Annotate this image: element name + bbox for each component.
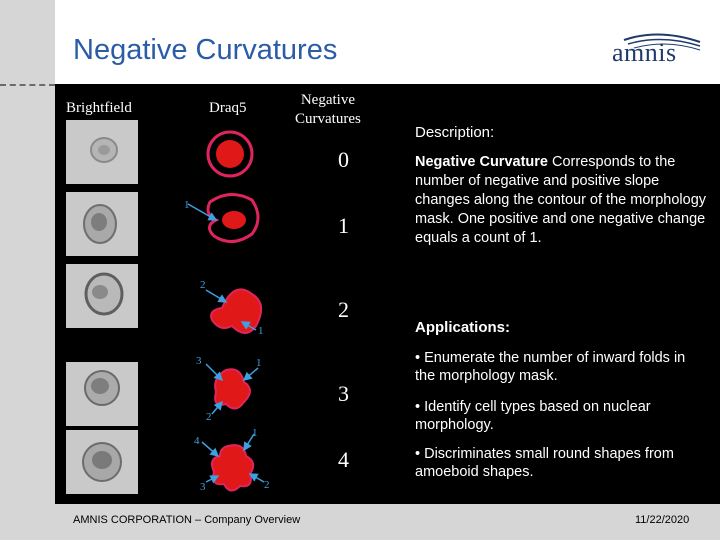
draq5-masks bbox=[160, 130, 390, 500]
brightfield-image-4 bbox=[66, 362, 138, 426]
sidebar-divider-top bbox=[0, 84, 55, 86]
arrow-label-row5-1: 1 bbox=[252, 427, 258, 439]
brightfield-header: Brightfield bbox=[66, 100, 132, 116]
slide-title: Negative Curvatures bbox=[73, 34, 338, 66]
negative-curvatures-header bbox=[295, 91, 361, 129]
arrow-label-row5-3: 3 bbox=[200, 481, 206, 493]
description-bold-lead: Negative Curvature bbox=[415, 154, 548, 170]
mask-row-2 bbox=[184, 194, 258, 241]
arrow-label-row4-1: 1 bbox=[256, 357, 262, 369]
arrow-label-row5-4: 4 bbox=[194, 435, 200, 447]
draq5-header: Draq5 bbox=[209, 100, 247, 116]
arrow-label-row2-1: 1 bbox=[184, 199, 190, 211]
brightfield-image-2 bbox=[66, 192, 138, 256]
brightfield-image-5 bbox=[66, 430, 138, 494]
applications-heading: Applications: bbox=[415, 319, 511, 336]
left-sidebar-bar bbox=[0, 0, 55, 540]
application-item-3: • Discriminates small round shapes from amoeboid shapes. bbox=[415, 446, 674, 480]
arrow-label-row3-1: 1 bbox=[258, 325, 264, 337]
footer-company: AMNIS CORPORATION – Company Overview bbox=[73, 514, 301, 526]
count-row-4: 3 bbox=[338, 381, 349, 406]
mask-row-1 bbox=[208, 132, 252, 176]
description-text: Corresponds to the number of negative and positive slope changes along the contour of the morphology mask. One positive and one negative change equals a count of 1. bbox=[415, 154, 707, 246]
arrow-label-row3-2: 2 bbox=[200, 279, 206, 291]
description-heading: Description: bbox=[415, 124, 495, 141]
count-row-1: 0 bbox=[338, 147, 349, 172]
count-row-3: 2 bbox=[338, 297, 349, 322]
negative-header-line1: Negative bbox=[300, 92, 355, 108]
arrow-label-row4-2: 2 bbox=[206, 411, 212, 423]
mask-row-5 bbox=[194, 427, 270, 493]
arrow-label-row4-3: 3 bbox=[196, 355, 202, 367]
brightfield-image-1 bbox=[66, 120, 138, 184]
application-item-2: • Identify cell types based on nuclear morphology. bbox=[415, 399, 651, 433]
count-row-5: 4 bbox=[338, 447, 349, 472]
logo-text: amnis bbox=[612, 38, 677, 67]
count-row-2: 1 bbox=[338, 213, 349, 238]
brightfield-image-3 bbox=[66, 264, 138, 328]
mask-row-3 bbox=[200, 279, 264, 337]
negative-header-line2: Curvatures bbox=[295, 111, 361, 127]
mask-row-4 bbox=[196, 355, 262, 423]
application-item-1: • Enumerate the number of inward folds in the morphology mask. bbox=[415, 350, 686, 384]
description-body bbox=[415, 153, 707, 248]
footer-date: 11/22/2020 bbox=[635, 514, 690, 526]
arrow-label-row5-2: 2 bbox=[264, 479, 270, 491]
